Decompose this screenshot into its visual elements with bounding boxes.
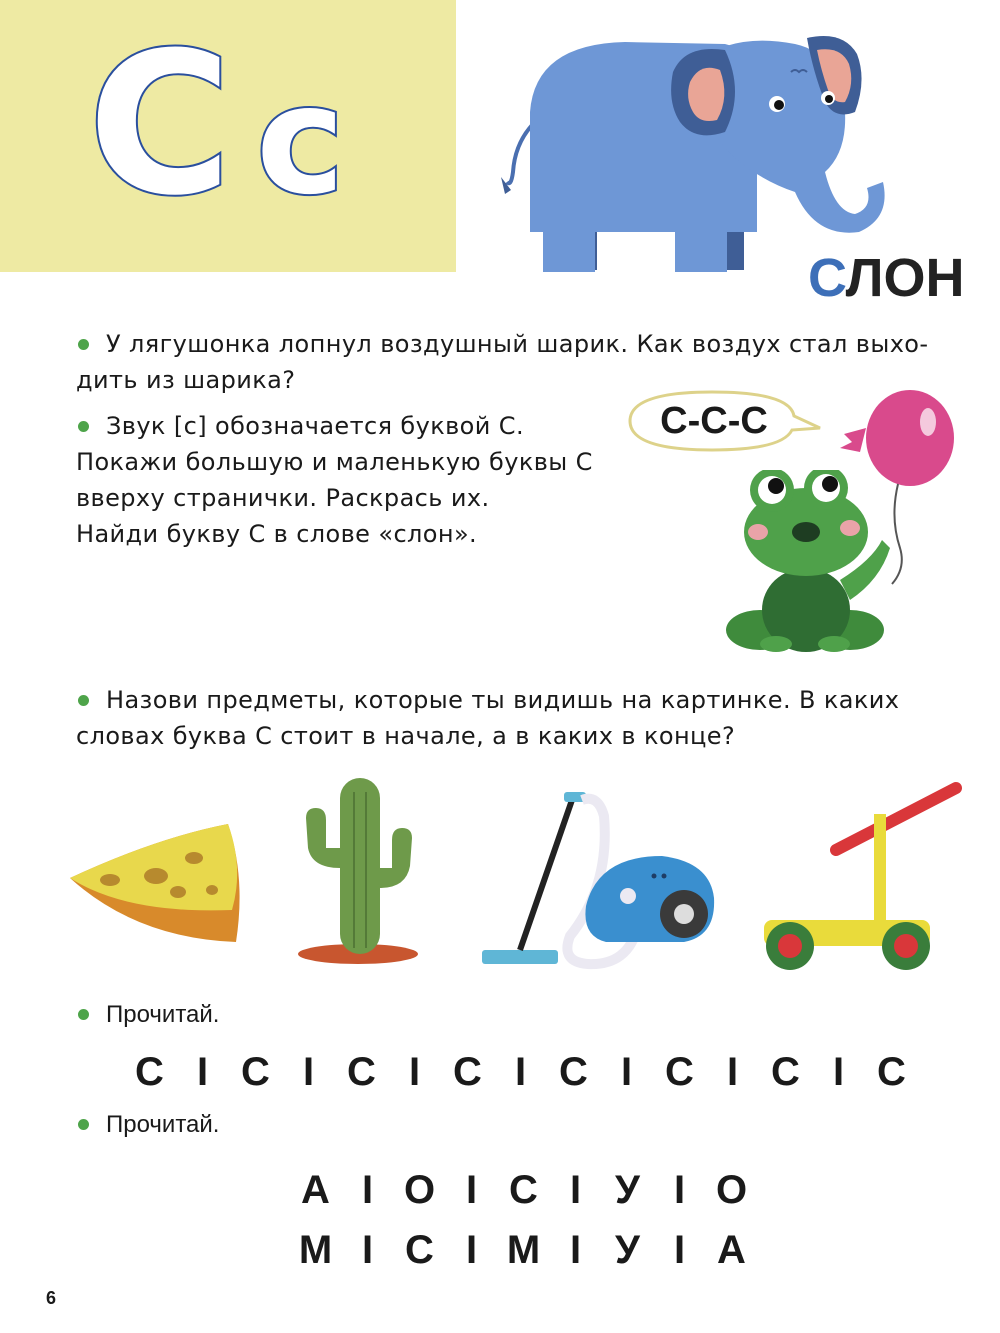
read1-letters <box>124 1048 924 1096</box>
letter-separator: I <box>620 1050 634 1094</box>
read2-row2 <box>290 1226 760 1274</box>
bullet-read2 <box>78 1119 89 1130</box>
elephant-illustration <box>495 32 895 272</box>
letter-separator: I <box>673 1228 687 1272</box>
letter-separator: I <box>465 1228 479 1272</box>
letter-separator: I <box>514 1050 528 1094</box>
frog-illustration <box>722 470 902 670</box>
letter: У <box>615 1168 641 1212</box>
letter: О <box>403 1168 437 1212</box>
cheese-illustration <box>66 818 246 948</box>
letter: У <box>615 1228 641 1272</box>
letter-separator: I <box>196 1050 210 1094</box>
letter: С <box>771 1050 801 1094</box>
big-letter-upper: C <box>88 11 232 239</box>
letter: С <box>453 1050 483 1094</box>
q1-line2: дить из шарика? <box>76 366 296 394</box>
letter-separator: I <box>361 1228 375 1272</box>
letter: С <box>347 1050 377 1094</box>
page-number: 6 <box>46 1288 57 1308</box>
q2-line2: Покажи большую и маленькую буквы С <box>76 448 593 476</box>
read2-label: Прочитай. <box>106 1111 220 1138</box>
letter: О <box>715 1168 749 1212</box>
letter-separator: I <box>361 1168 375 1212</box>
scooter-illustration <box>756 780 966 970</box>
letter-separator: I <box>726 1050 740 1094</box>
big-letters <box>0 0 456 272</box>
letter: М <box>298 1228 334 1272</box>
q1-line1: У лягушонка лопнул воздушный шарик. Как воздух стал выхо- <box>106 330 929 358</box>
letter-separator: I <box>408 1050 422 1094</box>
letter: С <box>559 1050 589 1094</box>
letter-separator: I <box>465 1168 479 1212</box>
q3-line2: словах буква С стоит в начале, а в каких в конце? <box>76 722 736 750</box>
letter: С <box>241 1050 271 1094</box>
letter: А <box>301 1168 331 1212</box>
read2-row1 <box>290 1166 760 1214</box>
bullet-q1 <box>78 339 89 350</box>
letter: С <box>405 1228 435 1272</box>
bullet-read1 <box>78 1009 89 1020</box>
letter: А <box>717 1228 747 1272</box>
word-rest: ЛОН <box>845 248 965 308</box>
big-letter-lower: c <box>256 54 345 228</box>
speech-bubble-text: С-С-С <box>660 400 768 442</box>
cactus-illustration <box>294 778 424 968</box>
speech-bubble <box>622 386 822 456</box>
vacuum-cleaner-illustration <box>478 786 723 976</box>
letter-panel <box>0 0 456 272</box>
letter: С <box>665 1050 695 1094</box>
letter-separator: I <box>302 1050 316 1094</box>
letter-separator: I <box>569 1168 583 1212</box>
letter-separator: I <box>673 1168 687 1212</box>
letter: С <box>509 1168 539 1212</box>
q2-line4: Найди букву С в слове «слон». <box>76 520 478 548</box>
q2-line1: Звук [с] обозначается буквой С. <box>106 412 524 440</box>
q2-line3: вверху странички. Раскрась их. <box>76 484 490 512</box>
letter: С <box>135 1050 165 1094</box>
read1-label: Прочитай. <box>106 1001 220 1028</box>
letter: М <box>506 1228 542 1272</box>
bullet-q2 <box>78 421 89 432</box>
bullet-q3 <box>78 695 89 706</box>
word-slon <box>808 248 968 308</box>
letter: С <box>877 1050 907 1094</box>
letter-separator: I <box>832 1050 846 1094</box>
word-first-letter: С <box>808 248 846 308</box>
letter-separator: I <box>569 1228 583 1272</box>
q3-line1: Назови предметы, которые ты видишь на картинке. В каких <box>106 686 900 714</box>
